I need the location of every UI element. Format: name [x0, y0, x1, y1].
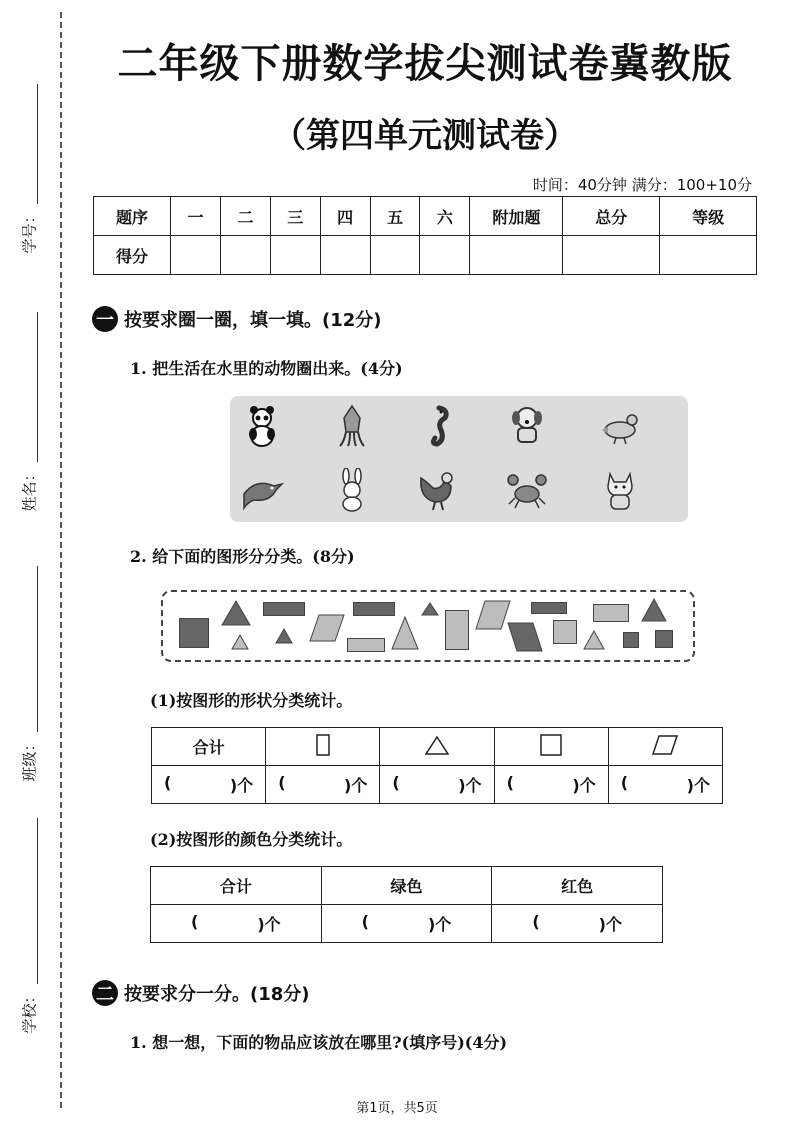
question-2-1: 1. 想一想，下面的物品应该放在哪里?(填序号)(4分)	[130, 1033, 508, 1052]
section-two-heading	[92, 980, 310, 1006]
score-cell[interactable]	[470, 236, 563, 275]
score-cell[interactable]	[320, 236, 370, 275]
question-1-1: 1. 把生活在水里的动物圈出来。(4分)	[130, 359, 403, 378]
triangle-shape	[275, 628, 293, 644]
school-label: 学校：	[20, 988, 39, 1034]
rectangle-shape	[353, 602, 395, 616]
score-cell[interactable]	[171, 236, 221, 275]
section-title: 按要求圈一圈，填一填。(12分)	[124, 310, 382, 331]
animal-picture-panel	[230, 396, 688, 522]
page-title: 二年级下册数学拔尖测试卷冀教版	[117, 41, 733, 87]
score-header-cell: 等级	[660, 197, 757, 236]
count-cell[interactable]: ( )个	[380, 766, 494, 804]
cat-icon[interactable]	[598, 468, 642, 512]
square-shape	[553, 620, 577, 644]
triangle-shape	[231, 634, 249, 650]
section-one-heading	[92, 306, 382, 332]
table-row	[152, 766, 723, 804]
score-value-row	[94, 236, 757, 275]
score-header-cell: 附加题	[470, 197, 563, 236]
student-number-label: 学号：	[20, 208, 39, 254]
score-header-cell: 二	[220, 197, 270, 236]
sub-question-2: (2)按图形的颜色分类统计。	[150, 830, 353, 849]
count-cell[interactable]: ( )个	[494, 766, 608, 804]
parallelogram-shape	[507, 622, 543, 652]
table-header-row	[152, 728, 723, 766]
parallelogram-shape	[475, 600, 511, 630]
triangle-shape	[221, 600, 251, 626]
time-info: 时间：40分钟 满分：100+10分	[532, 176, 752, 194]
score-header-cell: 总分	[563, 197, 660, 236]
score-header-cell: 六	[420, 197, 470, 236]
triangle-shape	[391, 616, 419, 650]
square-header-icon	[494, 728, 608, 766]
rooster-icon[interactable]	[415, 468, 459, 512]
dog-icon[interactable]	[505, 404, 549, 448]
count-cell[interactable]: ( )个	[321, 905, 492, 943]
panda-icon[interactable]	[240, 404, 284, 448]
table-header-row	[151, 867, 663, 905]
seahorse-icon[interactable]	[415, 404, 459, 448]
score-cell[interactable]	[420, 236, 470, 275]
rectangle-shape	[347, 638, 385, 652]
student-number-field[interactable]	[37, 84, 38, 204]
sub-question-1: (1)按图形的形状分类统计。	[150, 691, 353, 710]
rectangle-header-icon	[266, 728, 380, 766]
table-header-cell: 合计	[151, 867, 322, 905]
square-shape	[179, 618, 209, 648]
rectangle-shape	[263, 602, 305, 616]
score-cell[interactable]	[660, 236, 757, 275]
score-table	[93, 196, 757, 275]
parallelogram-header-icon	[608, 728, 722, 766]
triangle-header-icon	[380, 728, 494, 766]
class-field[interactable]	[37, 566, 38, 732]
count-cell[interactable]: ( )个	[152, 766, 266, 804]
section-number-badge: 二	[92, 980, 118, 1006]
table-row	[151, 905, 663, 943]
score-row-label: 得分	[94, 236, 171, 275]
score-header-cell: 题序	[94, 197, 171, 236]
school-field[interactable]	[37, 818, 38, 984]
parallelogram-shape	[309, 614, 345, 642]
class-label: 班级：	[20, 736, 39, 782]
dolphin-icon[interactable]	[240, 468, 284, 512]
student-name-field[interactable]	[37, 312, 38, 462]
score-cell[interactable]	[370, 236, 420, 275]
square-shape	[623, 632, 639, 648]
rectangle-shape	[593, 604, 629, 622]
table-header-cell: 绿色	[321, 867, 492, 905]
rectangle-shape	[445, 610, 469, 650]
score-header-cell: 三	[270, 197, 320, 236]
shape-count-table	[151, 727, 723, 804]
score-cell[interactable]	[270, 236, 320, 275]
score-header-cell: 四	[320, 197, 370, 236]
score-header-row	[94, 197, 757, 236]
triangle-shape	[583, 630, 605, 650]
rectangle-shape	[531, 602, 567, 614]
count-cell[interactable]: ( )个	[266, 766, 380, 804]
rabbit-icon[interactable]	[330, 468, 374, 512]
question-1-2: 2. 给下面的图形分分类。(8分)	[130, 547, 355, 566]
student-name-label: 姓名：	[20, 466, 39, 512]
section-number-badge: 一	[92, 306, 118, 332]
color-count-table	[150, 866, 663, 943]
pigeon-icon[interactable]	[598, 404, 642, 448]
square-shape	[655, 630, 673, 648]
count-cell[interactable]: ( )个	[151, 905, 322, 943]
crab-icon[interactable]	[505, 468, 549, 512]
table-header-cell: 合计	[152, 728, 266, 766]
squid-icon[interactable]	[330, 404, 374, 448]
score-header-cell: 一	[171, 197, 221, 236]
count-cell[interactable]: ( )个	[608, 766, 722, 804]
page-subtitle: （第四单元测试卷）	[272, 116, 578, 156]
count-cell[interactable]: ( )个	[492, 905, 663, 943]
shapes-panel	[161, 590, 695, 662]
score-cell[interactable]	[563, 236, 660, 275]
score-cell[interactable]	[220, 236, 270, 275]
table-header-cell: 红色	[492, 867, 663, 905]
triangle-shape	[641, 598, 667, 622]
cut-line	[60, 12, 62, 1108]
score-header-cell: 五	[370, 197, 420, 236]
triangle-shape	[421, 602, 439, 616]
section-title: 按要求分一分。(18分)	[124, 984, 310, 1005]
page-footer: 第1页，共5页	[356, 1101, 438, 1116]
